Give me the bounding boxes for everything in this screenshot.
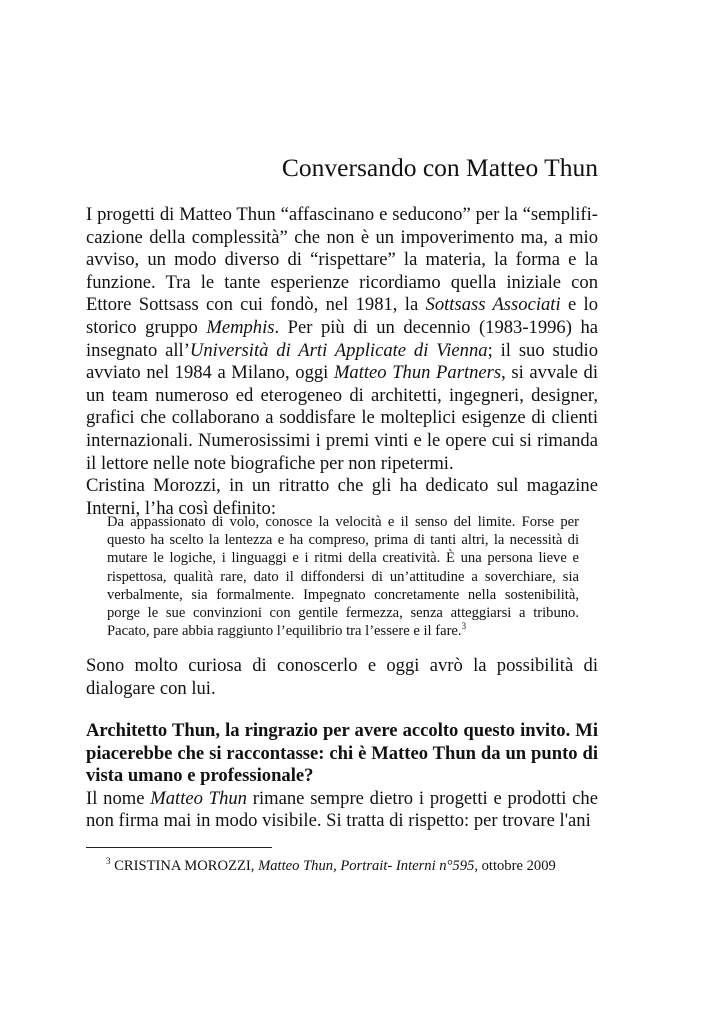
footnote-reference[interactable]: 3: [461, 621, 467, 632]
page-title: Conversando con Matteo Thun: [281, 153, 598, 182]
footnote-number: 3: [106, 856, 111, 866]
footnote-separator: [86, 847, 272, 848]
footnote-date: , ottobre 2009: [474, 858, 556, 874]
interview-answer: Il nome: [86, 787, 151, 809]
intro-text: , si avvale di un team numeroso ed eterogeneo di architetti, ingegneri, designer, grafici che collaborano a soddisfare le molteplici esigenze di clienti internazionali. Numerosissimi i premi vinti e le opere cui si rimanda il lettore nelle note biografiche per non ripetermi.: [86, 362, 598, 474]
footnote: [106, 857, 606, 875]
intro-emphasis: Università di Arti Applicate di Vienna: [189, 339, 488, 361]
body-paragraph: Sono molto curiosa di conoscerlo e oggi avrò la possibilità di dialogare con lui.: [86, 655, 598, 699]
quote-text: Da appassionato di volo, conosce la velocità e il senso del limite. Forse per questo ha scelto la lentezza e ha compreso, prima di tanti altri, la necessità di mutare le logiche, i linguaggi e i ritmi della creatività. È una persona lieve e rispettosa, qualità rare, dato il diffondersi di un’attitudine a soverchiare, sia verbalmente, sia formalmente. Impegnato concretamente nella sostenibilità, porge le sue convinzioni con gentile fermezza, senza atteggiarsi a tribuno. Pacato, pare abbia raggiunto l’equilibrio tra l’essere e il fare.: [107, 514, 579, 640]
footnote-work: Matteo Thun, Portrait- Interni n°595: [258, 858, 475, 874]
intro-emphasis: Sottsass Associati: [425, 294, 561, 316]
interview-section: [86, 720, 598, 833]
intro-emphasis: Memphis: [206, 316, 275, 338]
intro-text: ; il suo studio avviato nel 1984 a Milano, oggi: [86, 339, 598, 384]
footnote-author: CRISTINA MOROZZI,: [114, 858, 259, 874]
intro-text: e lo storico gruppo: [86, 294, 599, 338]
intro-text: . Per più di un decennio (1983-1996) ha insegnato all’: [86, 316, 598, 361]
interview-answer-emphasis: Matteo Thun: [150, 787, 247, 809]
intro-paragraph: [86, 204, 598, 520]
interview-answer: rimane sempre dietro i progetti e prodotti che non firma mai in modo visibile. Si tratta di rispetto: per trovare l'ani: [86, 787, 598, 832]
intro-text: Cristina Morozzi, in un ritratto che gli ha dedicato sul magazine Interni, l’ha così definito:: [86, 475, 598, 519]
block-quote: [107, 513, 579, 640]
intro-emphasis: Matteo Thun Partners: [333, 362, 502, 384]
interview-question: Architetto Thun, la ringrazio per avere accolto questo invito. Mi piacerebbe che si raccontasse: chi è Matteo Thun da un punto di vista umano e professionale?: [86, 720, 598, 787]
intro-text: I progetti di Matteo Thun “affascinano e seducono” per la “semplificazione della complessità” che non è un impoverimento ma, a mio avviso, un modo diverso di “rispettare” la materia, la forma e la funzione. Tra le tante esperienze ricordiamo quella iniziale con Ettore Sottsass con cui fondò, nel 1981, la: [86, 204, 598, 316]
